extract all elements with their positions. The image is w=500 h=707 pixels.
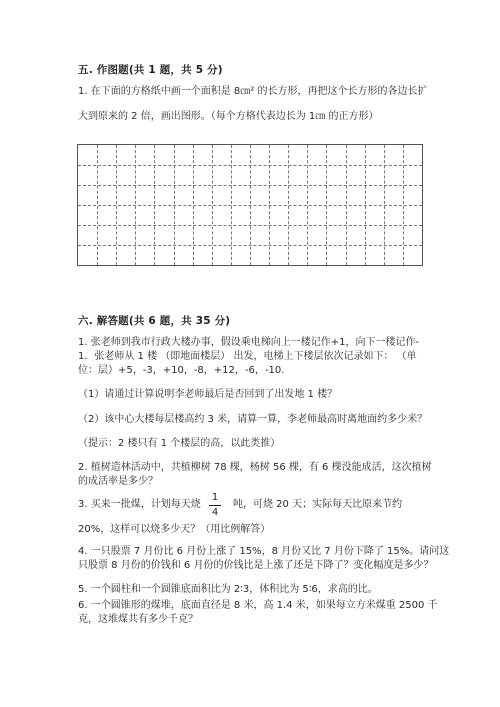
s6-q3-part-2: 吨，可烧 20 天；实际每天比原来节约 (233, 499, 403, 510)
s6-q6-line-2: 克，这堆煤共有多少千克？ (78, 614, 198, 625)
s5-q1-line-1: 1. 在下面的方格纸中画一个面积是 8㎝² 的长方形，再把这个长方形的各边长扩 (78, 86, 428, 97)
s6-q3-line-2: 20%，这样可以烧多少天？（用比例解答） (78, 524, 271, 535)
s6-q2-line-1: 2. 植树造林活动中，共植柳树 78 棵，杨树 56 棵，有 6 棵没能成活，这次植树 (78, 462, 432, 473)
s6-q5-line-1: 5. 一个圆柱和一个圆锥底面积比为 2∶3，体积比为 5∶6，求高的比。 (78, 584, 378, 595)
s6-q1-line-3: 位：层）+5，-3，+10，-8，+12，-6，-10. (78, 365, 285, 376)
grid-horizontal-line (78, 185, 422, 186)
grid-horizontal-line (78, 205, 422, 206)
fraction-bar (209, 505, 221, 506)
s5-q1-line-2: 大到原来的 2 倍，画出图形。（每个方格代表边长为 1㎝ 的正方形） (78, 111, 379, 122)
s6-q1-sub-2: （2）该中心大楼每层楼高约 3 米，请算一算，李老师最高时离地面约多少米？ (78, 414, 428, 425)
s6-q1-line-1: 1. 张老师到我市行政大楼办事，假设乘电梯向上一楼记作+1，向下一楼记作- (78, 337, 420, 348)
fraction-denominator: 4 (211, 507, 219, 518)
grid-horizontal-line (78, 225, 422, 226)
grid-horizontal-line (78, 165, 422, 166)
section-5-title: 五. 作图题(共 1 题，共 5 分) (78, 64, 223, 76)
section-6-title: 六. 解答题(共 6 题，共 35 分) (78, 315, 231, 327)
s6-q3-part-1: 3. 买来一批煤，计划每天烧 (78, 499, 201, 510)
s6-q1-sub-1: （1）请通过计算说明李老师最后是否回到了出发地 1 楼？ (78, 389, 338, 400)
s6-q1-hint: （提示：2 楼只有 1 个楼层的高，以此类推） (78, 438, 281, 449)
s6-q4-line-1: 4. 一只股票 7 月份比 6 月份上涨了 15%，8 月份又比 7 月份下降了 15%。请问这 (78, 546, 450, 557)
graph-paper-grid[interactable] (77, 144, 423, 266)
fraction-numerator: 1 (211, 492, 219, 503)
grid-horizontal-line (78, 245, 422, 246)
s6-q1-line-2: 1．张老师从 1 楼 （即地面楼层） 出发，电梯上下楼层依次记录如下： （单 (78, 351, 417, 362)
s6-q4-line-2: 只股票 8 月份的价钱和 6 月份的价钱比是上涨了还是下降了？变化幅度是多少？ (78, 560, 434, 571)
s6-q6-line-1: 6. 一个圆锥形的煤堆，底面直径是 8 米，高 1.4 米，如果每立方米煤重 2500 千 (78, 600, 438, 611)
s6-q2-line-2: 的成活率是多少？ (78, 476, 158, 487)
fraction-one-quarter (208, 492, 222, 519)
